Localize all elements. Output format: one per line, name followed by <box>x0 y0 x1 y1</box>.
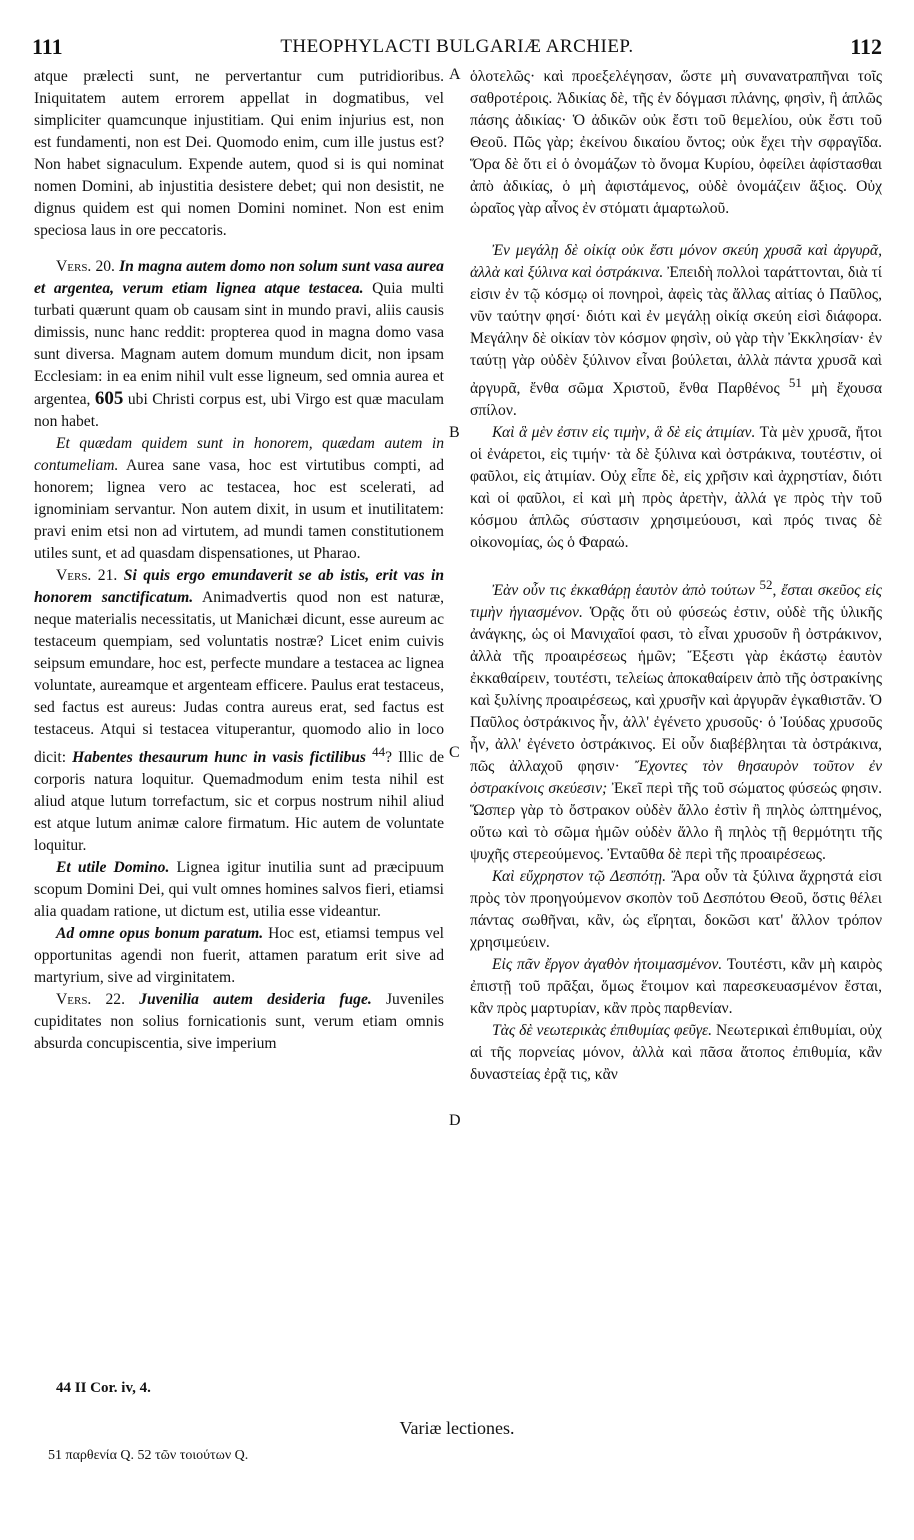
footnote-ref: 44 <box>372 744 386 759</box>
footnote: 44 II Cor. iv, 4. <box>56 1380 151 1396</box>
commentary-text: Τουτέστι, κἂν μὴ καιρὸς ἐπιστῇ τοῦ πρᾶξαι, ὅμως ἕτοιμον καὶ παρεσκευασμένον ἔσται, κἂν πρὸς μαρτυρίαν, κἂν πρὸς παρθενίαν. <box>470 956 882 1018</box>
verse-label: Vers. 21. <box>56 567 118 584</box>
scripture-quote: Ἔχοντες τὸν θησαυρὸν τοῦτον ἐν ὀστρακίνοις σκεύεσιν; <box>470 758 883 798</box>
column-number: 605 <box>94 388 124 409</box>
commentary-text: Νεωτερικαὶ ἐπιθυμίαι, οὐχ αἱ τῆς πορνείας μόνον, ἀλλὰ καὶ πᾶσα ἄτοπος ἐπιθυμία, κἂν δυναστείας ἐρᾷ τις, κἂν <box>470 1022 882 1084</box>
greek-paragraph <box>470 1020 882 1086</box>
latin-paragraph <box>34 565 444 857</box>
verse-lemma: Et utile Domino. <box>56 859 170 877</box>
verse-lemma: Et quædam quidem sunt in honorem, quædam autem in contumeliam. <box>34 435 444 474</box>
variant-ref: 51 <box>788 375 802 390</box>
variant-ref: 52 <box>759 577 773 593</box>
commentary-text: Quia multi turbati quærunt quam ob causam sint in mundo pravi, aliis causis dimissis, nunc hanc reddit: propterea quod in magna domo vasa sunt diversa. Magnam autem domum mundum dicit, non ipsam Ecclesiam: in ea enim nihil vult esse ligneum, sed omnia aurea et argentea, <box>34 280 444 408</box>
variae-lectiones-title: Variæ lectiones. <box>399 1418 515 1438</box>
verse-lemma: Ἐν μεγάλῃ δὲ οἰκίᾳ οὐκ ἔστι μόνον σκεύη χρυσᾶ καὶ ἀργυρᾶ, ἀλλὰ καὶ ξύλινα καὶ ὀστράκινα. <box>470 242 882 281</box>
verse-lemma: Τὰς δὲ νεωτερικὰς ἐπιθυμίας φεῦγε. <box>492 1022 713 1040</box>
variant-readings: 51 παρθενία Q. 52 τῶν τοιούτων Q. <box>48 1448 249 1463</box>
commentary-text: Ἐπειδὴ πολλοὶ ταράττονται, διὰ τί εἰσιν ἐν τῷ κόσμῳ οἱ πονηροὶ, ἀφεὶς τὰς ἄλλας αἰτίας ὁ Παῦλος, νῦν ταύτην φησί· διότι καὶ ἐν μεγάλῃ οἰκίᾳ σκεύη εἰσὶ διάφορα. Μεγάλην δὲ οἰκίαν τὸν κόσμον φησὶν, οὐ γὰρ τὴν Ἐκκλησίαν· ἐν ταύτῃ γὰρ οὐδὲν ξύλινον εἶναι βούλεται, ἀλλὰ πάντα χρυσᾶ καὶ ἀργυρᾶ, ἔνθα σῶμα Χριστοῦ, ἔνθα Παρθένος <box>470 264 882 398</box>
greek-paragraph <box>470 954 882 1020</box>
commentary-text: Animadvertis quod non est naturæ, neque materialis necessitatis, ut Manichæi dicunt, esse aureum ac testaceum quempiam, sed voluntatis nostræ? Licet enim cuivis seipsum emundare, hoc est, perfecte mundare a testacea ac lignea voluntate, aureamque et argenteam efficere. Paulus erat testaceus, sed factus est aureus: Judas contra aureus erat, sed factus est testaceus. Atqui si testacea vituperantur, quomodo alio in loco dicit: <box>34 589 444 767</box>
running-header <box>32 34 882 64</box>
margin-marker-b: B <box>449 424 460 441</box>
verse-lemma: Ad omne opus bonum paratum. <box>56 925 264 943</box>
verse-lemma: In magna autem domo non solum sunt vasa aurea et argentea, verum etiam lignea atque testacea. <box>34 258 444 297</box>
left-page-number: 111 <box>32 34 63 59</box>
verse-lemma: Καὶ εὔχρηστον τῷ Δεσπότῃ. <box>492 868 666 886</box>
commentary-text: Lignea igitur inutilia sunt ad præcipuum scopum Domini Dei, qui vult omnes homines salvos fieri, etiamsi alia quadam ratione, ut dictum est, utilia esse videantur. <box>34 859 445 921</box>
commentary-text: Ἐκεῖ περὶ τῆς τοῦ σώματος φύσεώς φησιν. Ὥσπερ γὰρ τὸ ὄστρακον οὐδὲν ἄλλο ἐστὶν ἢ πηλὸς ὠπτημένος, οὕτω καὶ τὸ σῶμα ἡμῶν οὐδὲν ἄλλο ἢ πηλὸς τῇ θερμότητι τῆς ψυχῆς στερεούμενος. Ἐνταῦθα δὲ περὶ τῆς προαιρέσεως. <box>470 780 882 864</box>
running-title: THEOPHYLACTI BULGARIÆ ARCHIEP. <box>280 36 634 57</box>
commentary-text: ? Illic de corporis natura loquitur. Quemadmodum enim testa nihil est aliud atque lutum torrefactum, sic et corpus nostrum nihil aliud est atque lutum animæ calore firmatum. Hic autem de voluntate loquitur. <box>34 749 444 855</box>
commentary-text: Aurea sane vasa, hoc est virtutibus compti, ad honorem; lignea vero ac testacea, hoc est scelerati, ad ignominiam servantur. Non autem dixit, in usum et inutilitatem: pravi enim etsi non ad virtutem, ad mundi tamen constitutionem utiles sunt, et ad quasdam dispensationes, ut Pharao. <box>34 457 444 562</box>
latin-paragraph <box>34 857 444 923</box>
latin-paragraph: atque prælecti sunt, ne pervertantur cum putridioribus. Iniquitatem autem errorem appellat in dogmatibus, vel simpliciter quamcunque injustitiam. Qui enim injurius est, non est fundamenti, non est Dei. Quomodo enim, cum ille justus est? Non habet signaculum. Expende autem, quod si is qui nominat nomen Domini, ab injustitia desistere debet; qui non desistit, ne dignus quidem est qui nomen Domini nominet. Non est enim speciosa laus in ore peccatoris. <box>34 68 444 239</box>
commentary-text: μὴ ἔχουσα σπίλον. <box>470 380 882 420</box>
right-page-number: 112 <box>850 34 882 59</box>
commentary-text: Ὁρᾷς ὅτι οὐ φύσεώς ἐστιν, οὐδὲ τῆς ὑλικῆς ἀνάγκης, ὡς οἱ Μανιχαῖοί φασι, τὸ εἶναι χρυσοῦν ἢ ὀστράκινον, ἀλλὰ τῆς προαιρέσεως ἡμῶν; Ἔξεστι γὰρ ἑκάστῳ ἑαυτὸν ἐκκαθαίρειν, τουτέστι, τελείως ἀποκαθαίρειν ἀπὸ τῆς ὀστρακίνης καὶ ξυλίνης προαιρέσεως, καὶ χρυσῆν καὶ ἀργυρᾶν ἐγκαθιστᾶν. Ὁ Παῦλος ὀστράκινος ἦν, ἀλλ' ἐγένετο χρυσοῦς· ὁ Ἰούδας χρυσοῦς ἦν, ἀλλ' ἐγένετο ὀστράκινος. Εἰ οὖν διαβέβληται τὰ ὀστράκινα, πῶς ἀλλαχοῦ φησιν· <box>470 604 882 776</box>
latin-paragraph <box>34 923 444 989</box>
greek-paragraph: ὁλοτελῶς· καὶ προεξελέγησαν, ὥστε μὴ συνανατραπῆναι τοῖς σαθροτέροις. Ἀδικίας δὲ, τῆς ἐν δόγμασι πλάνης, φησὶν, ἢ ἁπλῶς πάσης ἀδικίας· Ὁ ἀδικῶν οὐκ ἔστι τοῦ θεμελίου, οὐκ ἔστι τοῦ Θεοῦ. Πῶς γὰρ; ἐκείνου δικαίου ὄντος; οὐκ ἔχει τὴν σφραγῖδα. Ὅρα δὲ ὅτι εἰ ὁ ὀνομάζων τὸ ὄνομα Κυρίου, ὀφείλει ἀφίστασθαι ἀπὸ ἀδικίας, ὁ μὴ ἀφιστάμενος, οὐδὲ ὀνομάζειν ἄξιος. Οὐχ ὡραῖος γὰρ αἶνος ἐν στόματι ἁμαρτωλοῦ. <box>470 68 882 217</box>
greek-paragraph <box>470 866 882 954</box>
commentary-text: Τὰ μὲν χρυσᾶ, ἤτοι οἱ ἐνάρετοι, εἰς τιμήν· τὰ δὲ ξύλινα καὶ ὀστράκινα, τουτέστιν, οἱ φαῦλοι, εἰς ἀτιμίαν. Οὐχ εἶπε δὲ, εἰς χρῆσιν καὶ ἀχρηστίαν, διότι καὶ οἱ φαῦλοι, εἰ καὶ μὴ πρὸς ἀρετὴν, ἀλλά γε πρὸς τὴν τοῦ κόσμου ἁπλῶς σύστασιν χρησιμεύουσι, καὶ πρός τινας δὲ οἰκονομίας, ὡς ὁ Φαραώ. <box>470 424 882 552</box>
commentary-text: Ἄρα οὖν τὰ ξύλινα ἄχρηστά εἰσι πρὸς τὸν προηγούμενον σκοπὸν τοῦ Δεσπότου Θεοῦ, ὅστις θέλει πάντας σωθῆναι, κἂν, ὡς εἴρηται, δοκῶσι κατ' ἄλλον τρόπον χρησιμεύειν. <box>470 868 882 952</box>
latin-column <box>34 66 444 1055</box>
margin-marker-a: A <box>449 66 461 83</box>
verse-lemma: Καὶ ἃ μὲν ἐστιν εἰς τιμὴν, ἃ δὲ εἰς ἀτιμίαν. <box>492 424 756 442</box>
verse-label: Vers. 22. <box>56 991 125 1009</box>
verse-label: Vers. 20. <box>56 258 115 275</box>
commentary-text: ubi Christi corpus est, ubi Virgo est quæ maculam non habet. <box>34 391 444 430</box>
latin-paragraph <box>34 989 444 1055</box>
verse-lemma: Ἐὰν οὖν τις ἐκκαθάρῃ ἑαυτὸν ἀπὸ τούτων <box>492 582 755 600</box>
verse-lemma: Εἰς πᾶν ἔργον ἀγαθὸν ἡτοιμασμένον. <box>492 956 723 974</box>
margin-marker-c: C <box>449 744 460 761</box>
greek-paragraph <box>470 422 882 554</box>
latin-paragraph <box>34 256 444 433</box>
greek-paragraph: Ἐὰν οὖν τις ἐκκαθάρῃ ἑαυτὸν ἀπὸ τούτων $^{52}$, ἔσται σκεῦος εἰς τιμὴν ἡγιασμένον. Ὁρᾷς ὅτι οὐ φύσεώς ἐστιν, οὐδὲ τῆς ὑλικῆς ἀνάγκης, ὡς οἱ Μανιχαῖοί φασι, τὸ εἶναι χρυσοῦν ἢ ὀστράκινον, ἀλλὰ τῆς προαιρέσεως ἡμῶν; Ἔξεστι γὰρ ἑκάστῳ ἑαυτὸν ἐκκαθαίρειν, τουτέστι, τελείως ἀποκαθαίρειν ἀπὸ τῆς ὀστρακίνης καὶ ξυλίνης προαιρέσεως, καὶ χρυσῆν καὶ ἀργυρᾶν ἐγκαθιστᾶν. Ὁ Παῦλος ὀστράκινος ἦν, ἀλλ' ἐγένετο χρυσοῦς· ὁ Ἰούδας χρυσοῦς ἦν, ἀλλ' ἐγένετο ὀστράκινος. Εἰ οὖν διαβέβληται τὰ ὀστράκινα, πῶς ἀλλαχοῦ φησιν· Ἔχοντες τὸν θησαυρὸν τοῦτον ἐν ὀστρακίνοις σκεύεσιν; Ἐκεῖ περὶ τῆς τοῦ σώματος φύσεώς φησιν. Ὥσπερ γὰρ τὸ ὄστρακον οὐδὲν ἄλλο ἐστὶν ἢ πηλὸς ὠπτημένος, οὕτω καὶ τὸ σῶμα ἡμῶν οὐδὲν ἄλλο ἢ πηλὸς τῇ θερμότητι τῆς ψυχῆς στερεούμενος. Ἐνταῦθα δὲ περὶ τῆς προαιρέσεως. <box>470 577 883 864</box>
latin-paragraph <box>34 433 444 565</box>
verse-lemma: Juvenilia autem desideria fuge. <box>139 991 372 1009</box>
greek-paragraph <box>470 240 882 422</box>
commentary-text: Juveniles cupiditates non solius fornicationis sunt, verum etiam omnis absurda concupiscentia, sive imperium <box>34 991 445 1053</box>
verse-lemma: Si quis ergo emundaverit se ab istis, erit vas in honorem sanctificatum. <box>34 567 444 606</box>
verse-lemma: ἔσται σκεῦος εἰς τιμὴν ἡγιασμένον. <box>470 582 883 622</box>
scripture-quote: Habentes thesaurum hunc in vasis fictilibus <box>72 749 366 767</box>
commentary-text: Hoc est, etiamsi tempus vel opportunitas agendi non fuerit, attamen paratum erit sive ad martyrium, sive ad virginitatem. <box>34 925 444 987</box>
greek-column <box>470 66 882 1086</box>
margin-marker-d: D <box>449 1112 461 1129</box>
